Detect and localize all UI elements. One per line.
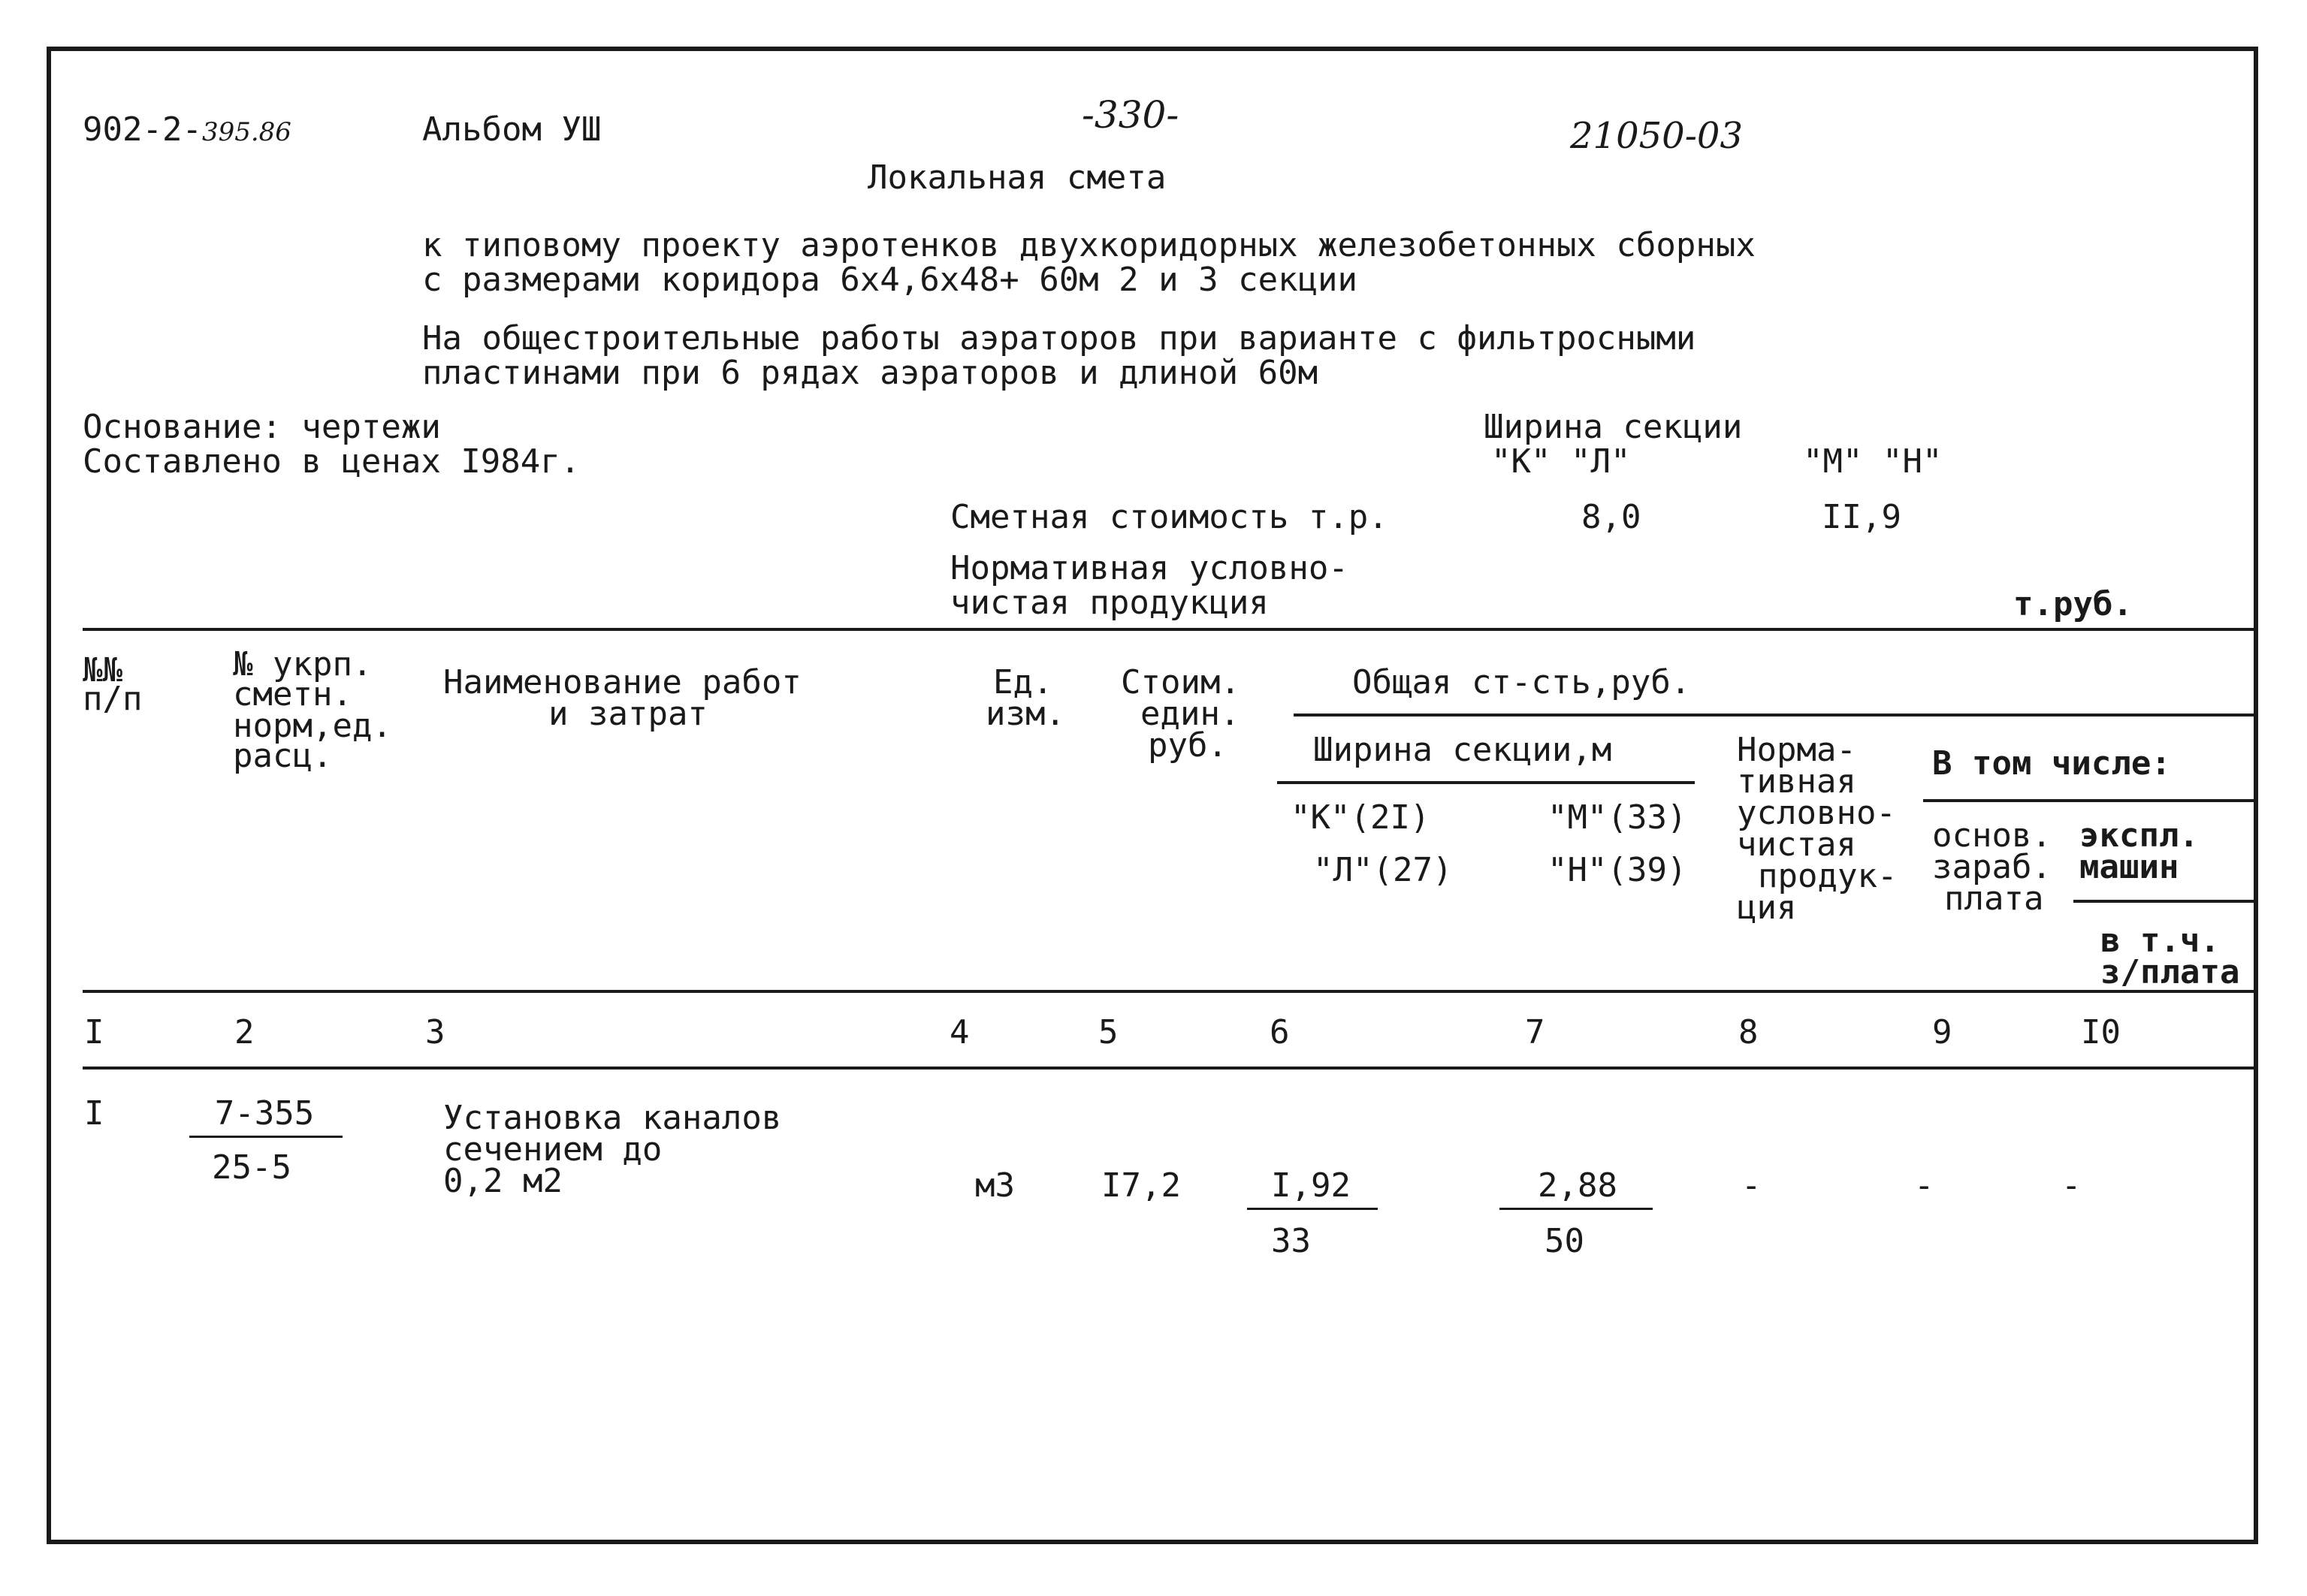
row-1-code-divider bbox=[189, 1136, 343, 1138]
col-number-8: 8 bbox=[1738, 1013, 1759, 1051]
col-number-1: I bbox=[84, 1013, 104, 1051]
normative-product-line-2: чистая продукция bbox=[950, 584, 1269, 622]
col-number-3: 3 bbox=[425, 1013, 445, 1051]
normative-product-line-1: Нормативная условно- bbox=[950, 549, 1348, 587]
description-line-1: к типовому проекту аэротенков двухкоридорных железобетонных сборных bbox=[422, 226, 1756, 264]
document-title: Локальная смета bbox=[868, 158, 1167, 197]
col1-header-line-2: п/п bbox=[83, 680, 143, 718]
header-bottom-rule bbox=[83, 990, 2258, 993]
row-1-machines: - bbox=[2061, 1166, 2082, 1205]
col-number-2: 2 bbox=[234, 1013, 255, 1051]
col3-header-line-1: Наименование работ bbox=[443, 663, 802, 701]
estimated-cost-mn: II,9 bbox=[1822, 498, 1901, 536]
description-line-4: пластинами при 6 рядах аэраторов и длиной 60м bbox=[422, 354, 1318, 392]
col-number-10: I0 bbox=[2081, 1013, 2121, 1051]
section-width-mn: "М" "Н" bbox=[1803, 442, 1943, 481]
basis-line-1: Основание: чертежи bbox=[83, 408, 441, 446]
project-code bbox=[83, 110, 291, 149]
description-line-3: На общестроительные работы аэраторов при варианте с фильтросными bbox=[422, 319, 1696, 358]
col2-header-line-4: расц. bbox=[233, 737, 333, 775]
col-number-9: 9 bbox=[1932, 1013, 1952, 1051]
total-cost-header: Общая ст-сть,руб. bbox=[1352, 663, 1691, 701]
col1-header-line-1: №№ bbox=[83, 651, 122, 689]
table-top-rule bbox=[83, 628, 2258, 631]
document-number: 21050-03 bbox=[1570, 115, 1743, 157]
col-number-4: 4 bbox=[950, 1013, 970, 1051]
col8-header-line-5: продук- bbox=[1758, 857, 1898, 895]
col-number-6: 6 bbox=[1270, 1013, 1290, 1051]
section-width-title: Ширина секции bbox=[1484, 408, 1743, 446]
col8-header-line-4: чистая bbox=[1737, 825, 1856, 864]
row-1-kl-top: I,92 bbox=[1271, 1166, 1351, 1205]
row-1-normative: - bbox=[1741, 1166, 1762, 1205]
col4-header-line-1: Ед. bbox=[993, 663, 1053, 701]
row-1-unit: м3 bbox=[975, 1166, 1015, 1205]
page-number: -330- bbox=[1082, 93, 1179, 137]
description-line-2: с размерами коридора 6х4,6х48+ 60м 2 и 3 секции bbox=[422, 261, 1358, 299]
row-1-name-line-2: сечением до bbox=[443, 1130, 663, 1169]
row-1-number: I bbox=[84, 1094, 104, 1133]
col2-header-line-3: норм,ед. bbox=[233, 707, 392, 745]
project-code-prefix: 902-2- bbox=[83, 110, 202, 149]
col9-header-line-3: плата bbox=[1944, 879, 2044, 918]
row-1-name-line-1: Установка каналов bbox=[443, 1099, 782, 1137]
section-width-m-underline bbox=[1277, 781, 1695, 784]
estimated-cost-label: Сметная стоимость т.р. bbox=[950, 498, 1388, 536]
col3-header-line-2: и затрат bbox=[548, 695, 708, 733]
total-cost-underline bbox=[1294, 714, 2258, 717]
row-1-base-salary: - bbox=[1914, 1166, 1934, 1205]
header-m33: "М"(33) bbox=[1548, 798, 1687, 837]
col10-sub-underline bbox=[2073, 900, 2258, 903]
row-1-kl-bottom: 33 bbox=[1271, 1222, 1311, 1260]
col8-header-line-6: ция bbox=[1737, 889, 1797, 927]
col5-header-line-1: Стоим. bbox=[1121, 663, 1240, 701]
col10b-header-line-1: в т.ч. bbox=[2100, 922, 2220, 960]
col5-header-line-2: един. bbox=[1140, 695, 1240, 733]
header-k21: "К"(2I) bbox=[1291, 798, 1430, 837]
row-1-unit-cost: I7,2 bbox=[1101, 1166, 1181, 1205]
row-1-code-top: 7-355 bbox=[214, 1094, 315, 1133]
album-label: Альбом УШ bbox=[422, 110, 602, 149]
section-width-kl: "К" "Л" bbox=[1491, 442, 1631, 481]
col8-header-line-1: Норма- bbox=[1737, 731, 1856, 769]
col5-header-line-3: руб. bbox=[1148, 726, 1227, 765]
project-code-handwritten: 395.86 bbox=[201, 117, 291, 147]
col4-header-line-2: изм. bbox=[986, 695, 1065, 733]
col10b-header-line-2: з/плата bbox=[2100, 953, 2240, 991]
estimated-cost-kl: 8,0 bbox=[1581, 498, 1641, 536]
col9-header-line-2: зараб. bbox=[1932, 848, 2052, 886]
col-number-5: 5 bbox=[1098, 1013, 1119, 1051]
currency-unit: т.руб. bbox=[2013, 585, 2133, 623]
row-1-kl-divider bbox=[1247, 1208, 1378, 1210]
row-1-mn-bottom: 50 bbox=[1545, 1222, 1584, 1260]
col8-header-line-3: условно- bbox=[1737, 794, 1896, 832]
row-1-mn-top: 2,88 bbox=[1538, 1166, 1617, 1205]
col-numbers-bottom-rule bbox=[83, 1067, 2258, 1070]
col9-header-line-1: основ. bbox=[1932, 816, 2052, 855]
col2-header-line-1: № укрп. bbox=[233, 645, 373, 683]
including-header: В том числе: bbox=[1932, 744, 2171, 783]
col10-header-line-1: экспл. bbox=[2079, 816, 2199, 855]
col2-header-line-2: сметн. bbox=[233, 675, 352, 714]
col-number-7: 7 bbox=[1525, 1013, 1545, 1051]
header-l27: "Л"(27) bbox=[1313, 851, 1453, 889]
basis-line-2: Составлено в ценах I984г. bbox=[83, 442, 581, 481]
header-n39: "Н"(39) bbox=[1548, 851, 1687, 889]
col10-header-line-2: машин bbox=[2079, 848, 2179, 886]
row-1-code-bottom: 25-5 bbox=[212, 1148, 291, 1187]
section-width-m-header: Ширина секции,м bbox=[1313, 731, 1612, 769]
row-1-name-line-3: 0,2 м2 bbox=[443, 1162, 563, 1200]
row-1-mn-divider bbox=[1499, 1208, 1653, 1210]
including-underline bbox=[1923, 799, 2258, 802]
col8-header-line-2: тивная bbox=[1737, 762, 1856, 801]
